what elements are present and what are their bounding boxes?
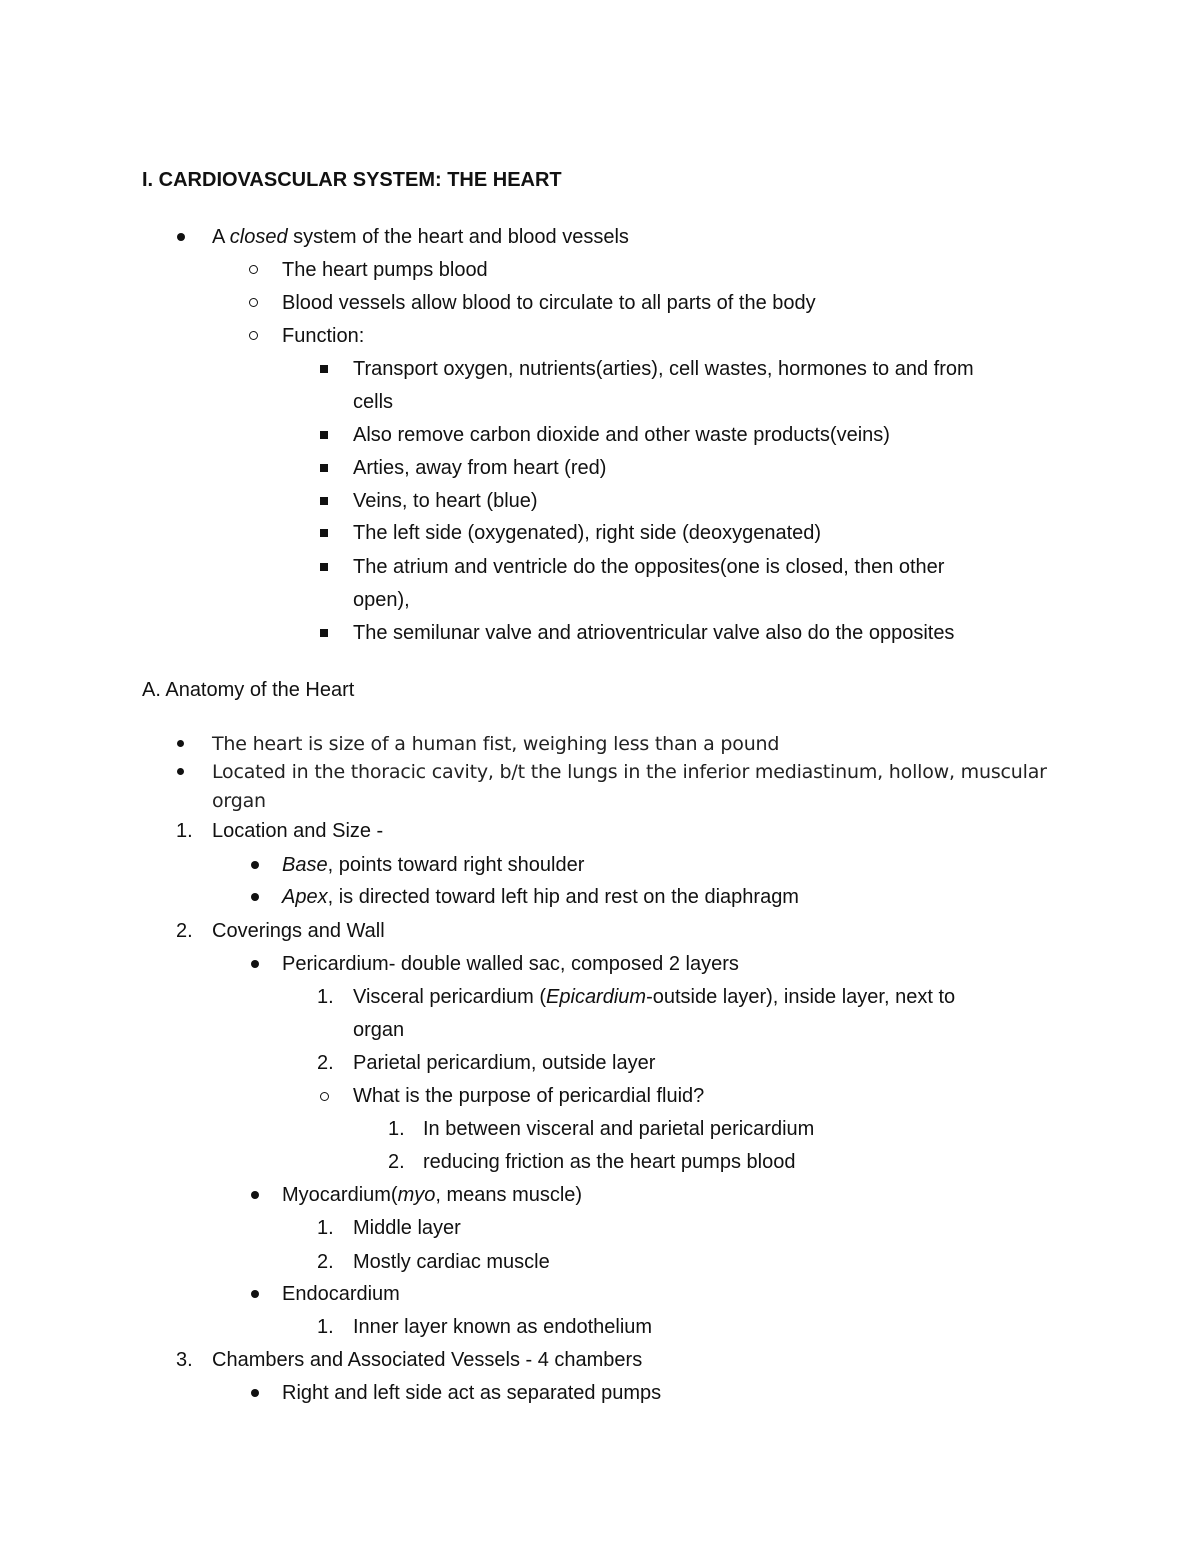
list-item: Also remove carbon dioxide and other waste products(veins) — [353, 424, 890, 446]
list-item: Mostly cardiac muscle — [353, 1251, 550, 1273]
list-item: Right and left side act as separated pumps — [282, 1382, 662, 1404]
item-chambers-vessels: Chambers and Associated Vessels - 4 chambers — [212, 1349, 643, 1371]
list-number: 1. — [317, 1217, 334, 1239]
list-item: Located in the thoracic cavity, b/t the lungs in the inferior mediastinum, hollow, muscular — [212, 761, 1047, 783]
myo-term: myo — [397, 1184, 436, 1206]
bullet-square-icon — [320, 464, 328, 472]
list-number: 1. — [317, 986, 334, 1008]
list-number: 1. — [176, 820, 193, 842]
list-item — [353, 984, 955, 1010]
list-item: Arties, away from heart (red) — [353, 457, 607, 479]
bullet-dot-icon — [251, 960, 259, 968]
list-item: In between visceral and parietal pericardium — [423, 1118, 815, 1140]
list-item: Inner layer known as endothelium — [353, 1316, 653, 1338]
list-number: 1. — [388, 1118, 405, 1140]
list-item-continuation: open), — [353, 589, 410, 611]
base-desc: , points toward right shoulder — [327, 854, 585, 876]
list-item: Parietal pericardium, outside layer — [353, 1052, 656, 1074]
list-item: Transport oxygen, nutrients(arties), cell wastes, hormones to and from — [353, 358, 974, 380]
bullet-dot-icon — [251, 1191, 259, 1199]
list-item: The left side (oxygenated), right side (deoxygenated) — [353, 522, 822, 544]
apex-term: Apex — [282, 886, 328, 908]
list-item-continuation: cells — [353, 391, 394, 413]
list-item: The heart pumps blood — [282, 259, 488, 281]
myocardium-pre: Myocardium( — [282, 1184, 398, 1206]
list-number: 2. — [176, 920, 193, 942]
bullet-square-icon — [320, 529, 328, 537]
intro-line — [212, 224, 629, 250]
list-item — [282, 852, 584, 878]
list-item: reducing friction as the heart pumps blood — [423, 1151, 796, 1173]
visceral-pre: Visceral pericardium ( — [353, 986, 547, 1008]
bullet-dot-icon — [177, 233, 185, 241]
epicardium-term: Epicardium — [546, 986, 647, 1008]
section-a-heading: A. Anatomy of the Heart — [142, 679, 355, 701]
item-location-size: Location and Size - — [212, 820, 384, 842]
bullet-square-icon — [320, 431, 328, 439]
list-item: What is the purpose of pericardial fluid? — [353, 1085, 705, 1107]
bullet-circle-icon — [249, 331, 258, 340]
list-item: Middle layer — [353, 1217, 461, 1239]
list-item: Endocardium — [282, 1283, 400, 1305]
bullet-circle-icon — [249, 298, 258, 307]
list-number: 3. — [176, 1349, 193, 1371]
apex-desc: , is directed toward left hip and rest on the diaphragm — [327, 886, 799, 908]
bullet-circle-icon — [249, 265, 258, 274]
list-item — [282, 1182, 582, 1208]
bullet-dot-icon — [251, 861, 259, 869]
item-coverings-wall: Coverings and Wall — [212, 920, 385, 942]
bullet-dot-icon — [177, 768, 184, 775]
section-heading: I. CARDIOVASCULAR SYSTEM: THE HEART — [142, 169, 562, 191]
list-item: Function: — [282, 325, 365, 347]
list-number: 2. — [388, 1151, 405, 1173]
bullet-dot-icon — [251, 1389, 259, 1397]
bullet-dot-icon — [177, 740, 184, 747]
list-item: Veins, to heart (blue) — [353, 490, 538, 512]
list-item: The atrium and ventricle do the opposites(one is closed, then other — [353, 556, 945, 578]
bullet-square-icon — [320, 497, 328, 505]
intro-pre: A — [212, 226, 230, 248]
list-item — [282, 884, 799, 910]
list-number: 2. — [317, 1251, 334, 1273]
bullet-square-icon — [320, 563, 328, 571]
visceral-post: -outside layer), inside layer, next to — [646, 986, 956, 1008]
myocardium-post: , means muscle) — [435, 1184, 583, 1206]
intro-post: system of the heart and blood vessels — [287, 226, 629, 248]
list-item: Pericardium- double walled sac, composed 2 layers — [282, 953, 739, 975]
list-item: The semilunar valve and atrioventricular valve also do the opposites — [353, 622, 955, 644]
list-item-continuation: organ — [212, 790, 266, 812]
intro-emphasis: closed — [229, 226, 288, 248]
base-term: Base — [282, 854, 328, 876]
bullet-circle-icon — [320, 1092, 329, 1101]
bullet-square-icon — [320, 629, 328, 637]
list-item: Blood vessels allow blood to circulate to all parts of the body — [282, 292, 816, 314]
list-item: The heart is size of a human fist, weighing less than a pound — [212, 733, 780, 755]
bullet-dot-icon — [251, 1290, 259, 1298]
bullet-dot-icon — [251, 893, 259, 901]
bullet-square-icon — [320, 365, 328, 373]
list-number: 2. — [317, 1052, 334, 1074]
list-number: 1. — [317, 1316, 334, 1338]
list-item-continuation: organ — [353, 1019, 405, 1041]
